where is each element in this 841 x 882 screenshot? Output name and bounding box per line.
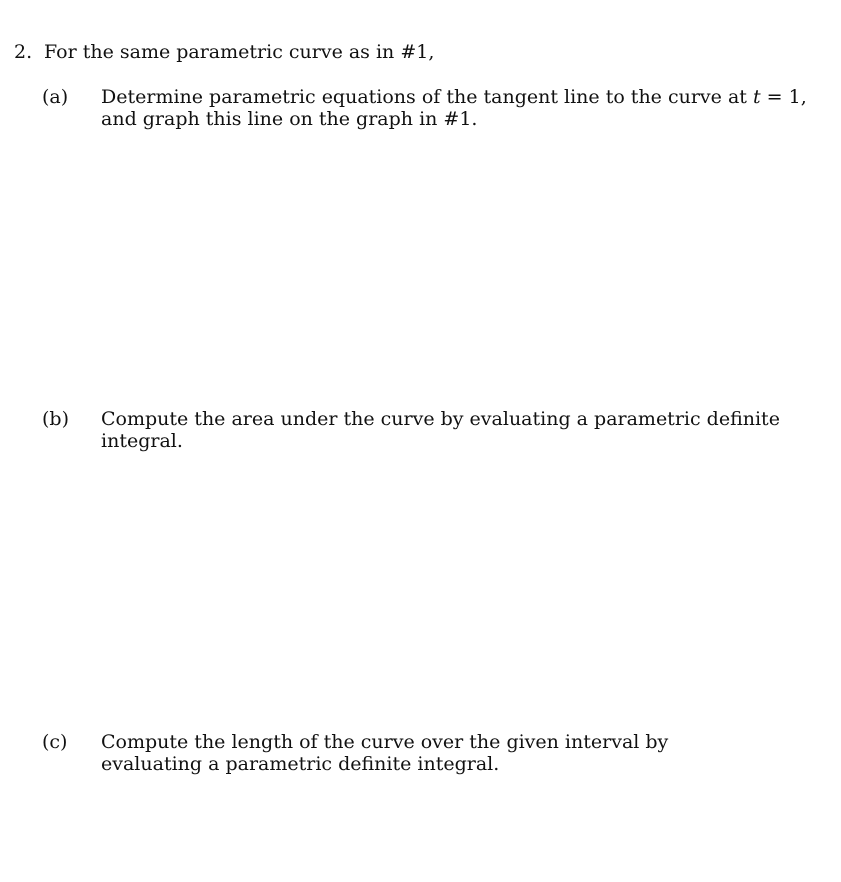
part-a-text	[101, 86, 837, 130]
part-b-label: (b)	[42, 408, 69, 430]
math-variable-t: t	[752, 86, 761, 108]
part-a-text-after: , and graph this line on the graph in #1.	[101, 86, 807, 130]
part-c-text: Compute the length of the curve over the given interval by evaluating a parametric definite integral.	[101, 731, 669, 775]
part-b-text: Compute the area under the curve by evaluating a parametric definite integral.	[101, 408, 780, 452]
part-c	[42, 731, 837, 775]
problem-number: 2.	[14, 41, 33, 63]
problem-statement: For the same parametric curve as in #1,	[44, 41, 435, 63]
problem-header	[14, 40, 434, 64]
part-a	[42, 86, 837, 130]
part-c-label: (c)	[42, 731, 68, 753]
math-equals-one: = 1	[760, 86, 801, 108]
part-b	[42, 408, 837, 452]
part-a-math	[753, 86, 801, 108]
part-a-label: (a)	[42, 86, 69, 108]
part-a-text-before: Determine parametric equations of the tangent line to the curve at	[101, 86, 753, 108]
